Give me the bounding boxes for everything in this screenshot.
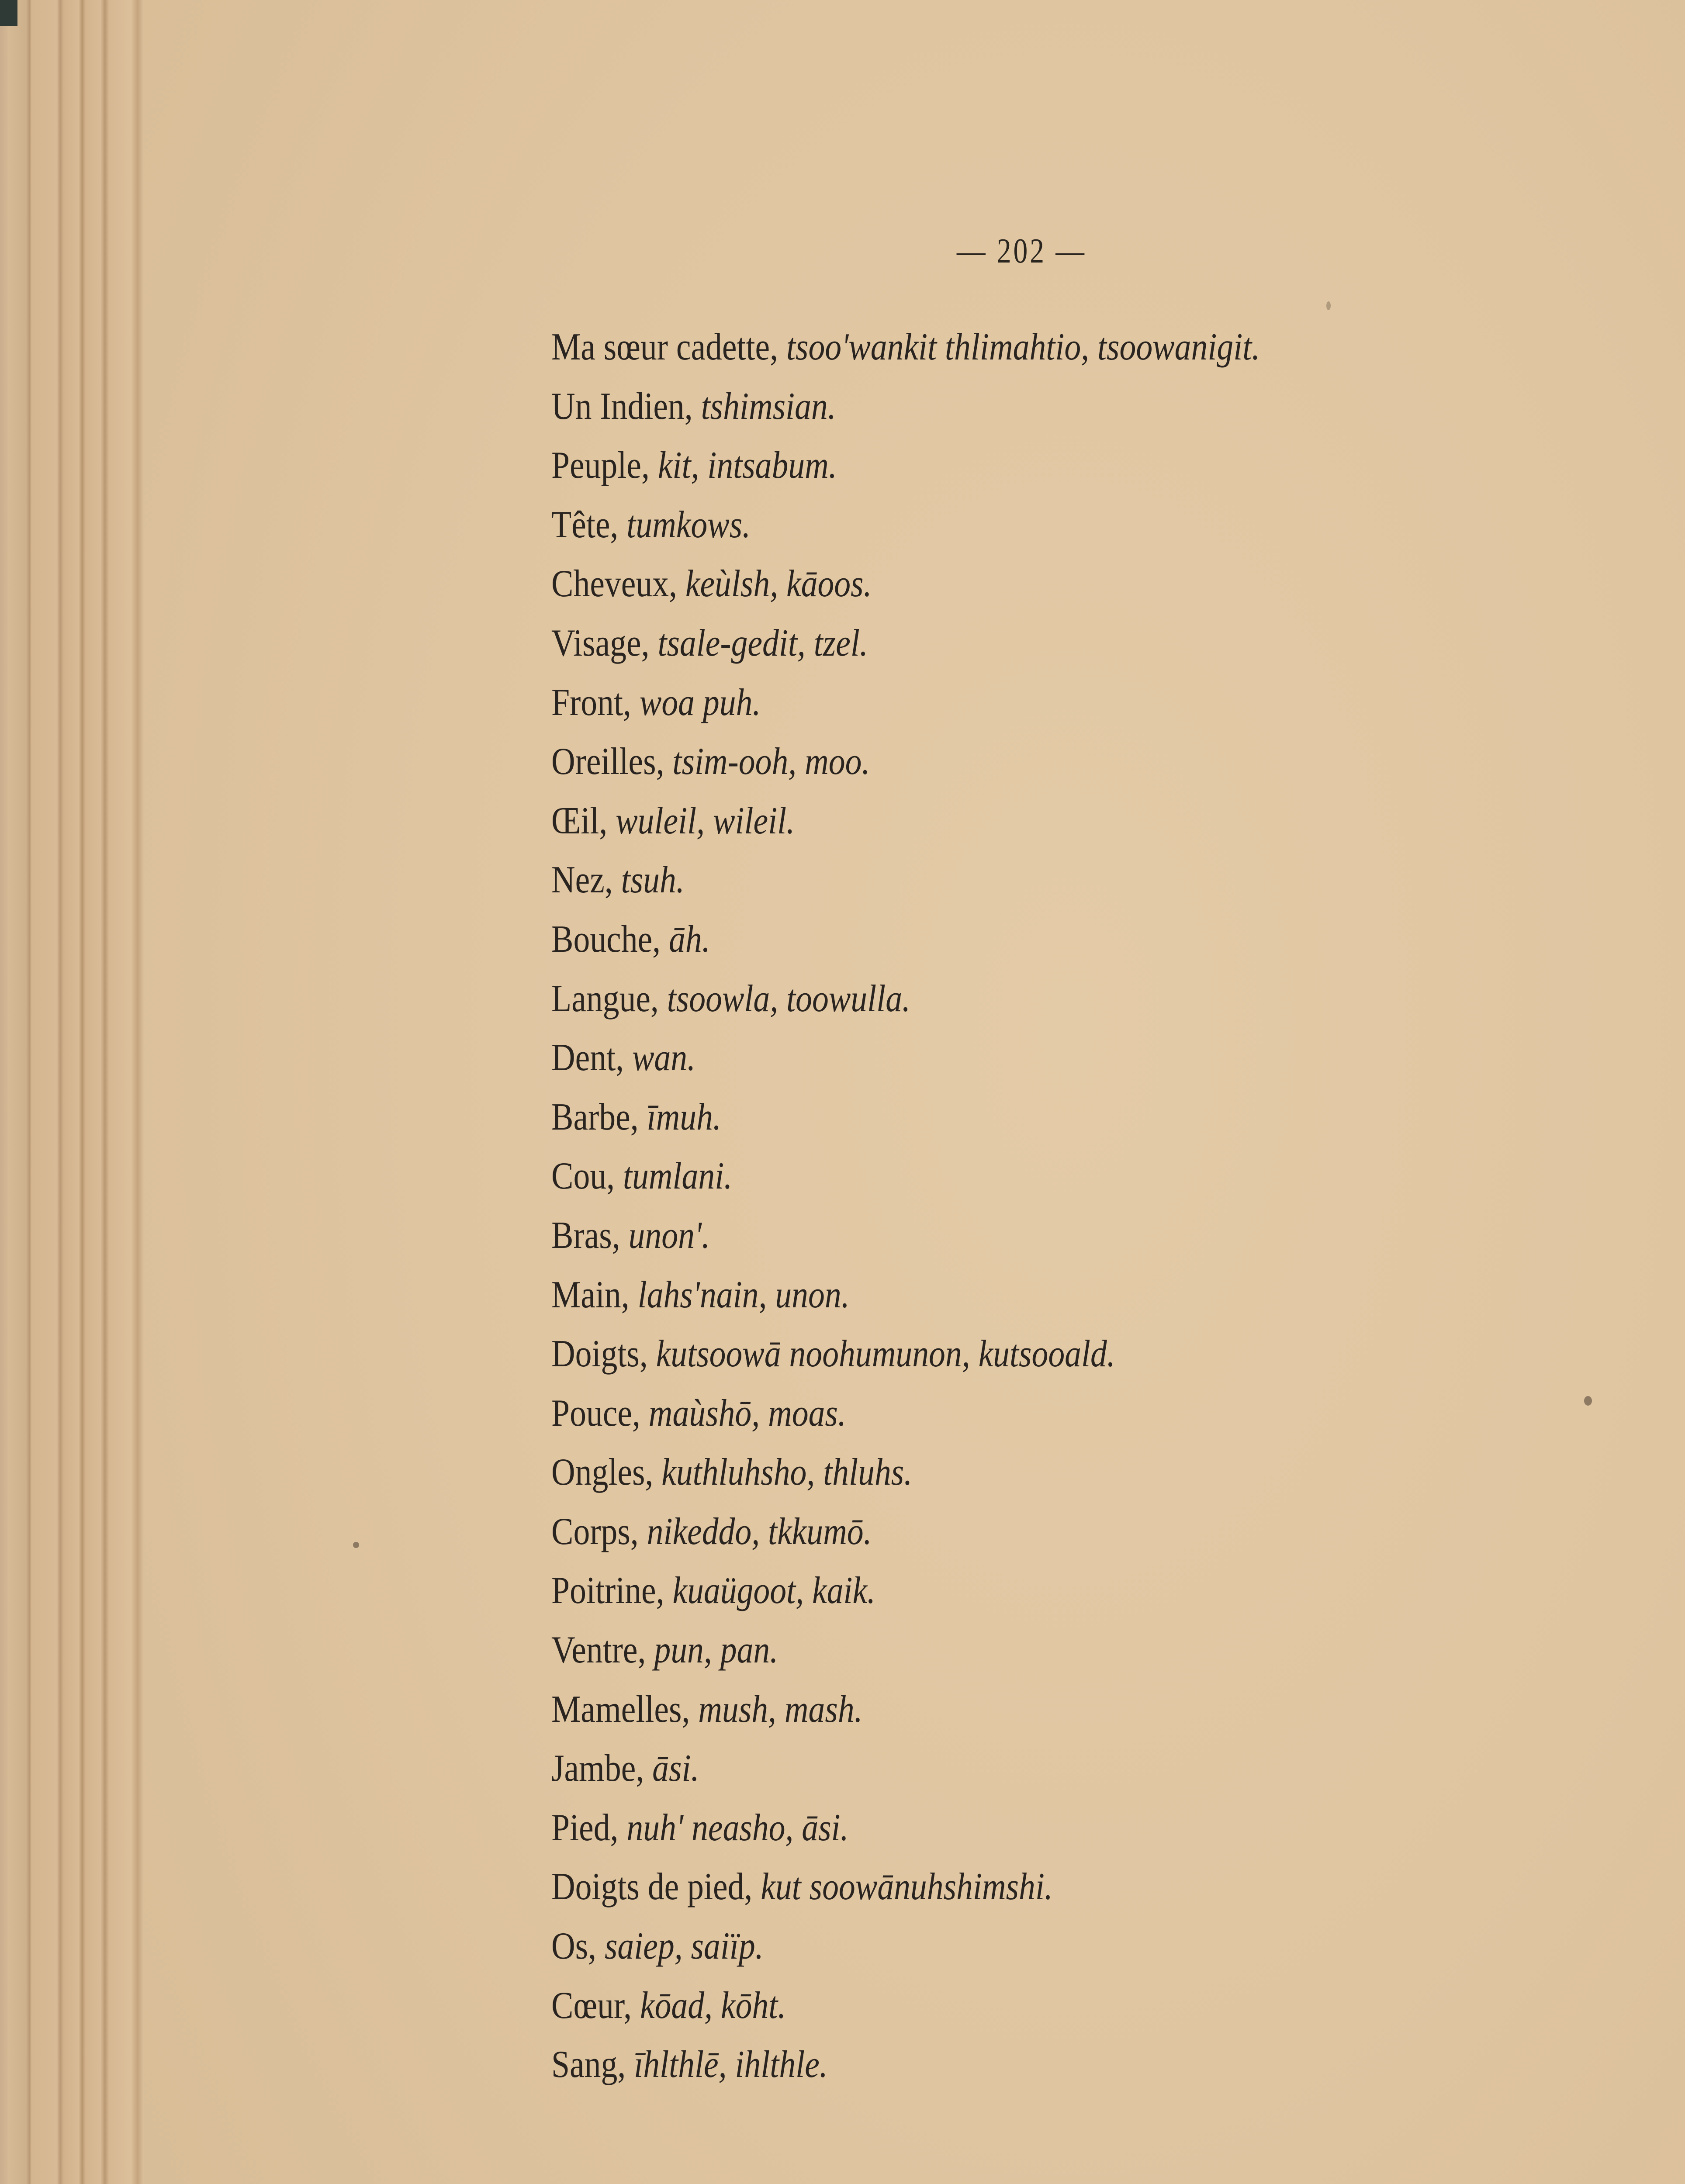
native-term: kōad, kōht.: [640, 1984, 786, 2027]
french-term: Visage,: [551, 622, 658, 664]
french-term: Oreilles,: [551, 740, 673, 783]
native-term: āh.: [669, 918, 710, 961]
vocabulary-entry: [551, 1036, 1260, 1095]
french-term: Bouche,: [551, 918, 669, 961]
french-term: Main,: [551, 1273, 638, 1316]
vocabulary-entry: [551, 622, 1260, 681]
book-page-edges: [0, 0, 144, 2184]
native-term: tshimsian.: [701, 385, 836, 428]
vocabulary-entry: [551, 1095, 1260, 1155]
vocabulary-entry: [551, 1214, 1260, 1273]
french-term: Peuple,: [551, 444, 658, 487]
native-term: tsale-gedit, tzel.: [657, 622, 868, 664]
native-term: nikeddo, tkkumō.: [647, 1510, 872, 1553]
vocabulary-entry: [551, 918, 1260, 977]
vocabulary-entry: [551, 1806, 1260, 1866]
french-term: Cœur,: [551, 1984, 640, 2027]
french-term: Jambe,: [551, 1747, 653, 1790]
french-term: Doigts,: [551, 1333, 656, 1375]
french-term: Ventre,: [551, 1629, 654, 1672]
vocabulary-entry: [551, 977, 1260, 1037]
french-term: Front,: [551, 681, 640, 724]
vocabulary-entry: [551, 1332, 1260, 1392]
native-term: kuthluhsho, thluhs.: [661, 1451, 913, 1494]
french-term: Ongles,: [551, 1451, 662, 1494]
native-term: kit, intsabum.: [657, 444, 837, 487]
vocabulary-entry: [551, 1154, 1260, 1214]
french-term: Cheveux,: [551, 563, 685, 605]
vocabulary-entry: [551, 1273, 1260, 1333]
binding-shadow: [0, 0, 17, 26]
french-term: Cou,: [551, 1155, 623, 1198]
vocabulary-entry: [551, 1392, 1260, 1451]
french-term: Poitrine,: [551, 1569, 673, 1612]
native-term: āsi.: [652, 1747, 699, 1790]
vocabulary-entry: [551, 1925, 1260, 1984]
native-term: kuaügoot, kaik.: [672, 1569, 875, 1612]
vocabulary-entry: [551, 799, 1260, 859]
native-term: pun, pan.: [654, 1629, 778, 1672]
native-term: mush, mash.: [698, 1688, 863, 1731]
french-term: Tête,: [551, 503, 627, 546]
french-term: Mamelles,: [551, 1688, 699, 1731]
french-term: Os,: [551, 1925, 605, 1968]
native-term: tumkows.: [626, 503, 751, 546]
vocabulary-entry: [551, 1984, 1260, 2043]
native-term: tsim-ooh, moo.: [672, 740, 870, 783]
vocabulary-entry: [551, 562, 1260, 622]
vocabulary-entry: [551, 1865, 1260, 1925]
vocabulary-entry: [551, 1451, 1260, 1510]
vocabulary-entry: [551, 1688, 1260, 1747]
paper-stain: [1326, 301, 1331, 310]
vocabulary-entry: [551, 681, 1260, 740]
vocabulary-entry: [551, 1628, 1260, 1688]
native-term: tsoo'wankit thlimahtio, tsoowanigit.: [786, 326, 1260, 368]
vocabulary-entry: [551, 1510, 1260, 1569]
vocabulary-entry: [551, 1747, 1260, 1806]
vocabulary-entry: [551, 740, 1260, 799]
native-term: kutsoowā noohumunon, kutsooald.: [656, 1333, 1115, 1375]
vocabulary-entry: [551, 2043, 1260, 2102]
native-term: maùshō, moas.: [648, 1392, 846, 1434]
french-term: Pouce,: [551, 1392, 649, 1434]
native-term: saiep, saiïp.: [604, 1925, 764, 1968]
vocabulary-list: [551, 325, 1375, 2102]
french-term: Corps,: [551, 1510, 647, 1553]
native-term: kut soowānuhshimshi.: [761, 1866, 1053, 1908]
french-term: Barbe,: [551, 1095, 647, 1138]
vocabulary-entry: [551, 1569, 1260, 1628]
french-term: Bras,: [551, 1214, 629, 1257]
native-term: keùlsh, kāoos.: [685, 563, 872, 605]
vocabulary-entry: [551, 858, 1260, 918]
french-term: Ma sœur cadette,: [551, 326, 786, 368]
native-term: īmuh.: [647, 1095, 721, 1138]
french-term: Doigts de pied,: [551, 1866, 761, 1908]
french-term: Pied,: [551, 1806, 627, 1849]
native-term: unon'.: [628, 1214, 710, 1257]
french-term: Sang,: [551, 2043, 634, 2086]
vocabulary-entry: [551, 385, 1260, 444]
vocabulary-entry: [551, 325, 1260, 385]
native-term: tsoowla, toowulla.: [667, 977, 910, 1020]
native-term: īhlthlē, ihlthle.: [634, 2043, 828, 2086]
page-number: — 202 —: [957, 232, 1086, 270]
french-term: Un Indien,: [551, 385, 701, 428]
french-term: Langue,: [551, 977, 667, 1020]
paper-stain: [353, 1542, 359, 1548]
native-term: tsuh.: [621, 859, 685, 902]
vocabulary-entry: [551, 503, 1260, 563]
french-term: Nez,: [551, 859, 621, 902]
native-term: tumlani.: [623, 1155, 733, 1198]
native-term: lahs'nain, unon.: [637, 1273, 850, 1316]
native-term: wuleil, wileil.: [616, 799, 795, 842]
paper-stain: [1584, 1396, 1592, 1406]
native-term: woa puh.: [639, 681, 761, 724]
native-term: nuh' neasho, āsi.: [626, 1806, 849, 1849]
french-term: Dent,: [551, 1037, 632, 1079]
french-term: Œil,: [551, 799, 616, 842]
vocabulary-entry: [551, 444, 1260, 503]
native-term: wan.: [632, 1037, 696, 1079]
